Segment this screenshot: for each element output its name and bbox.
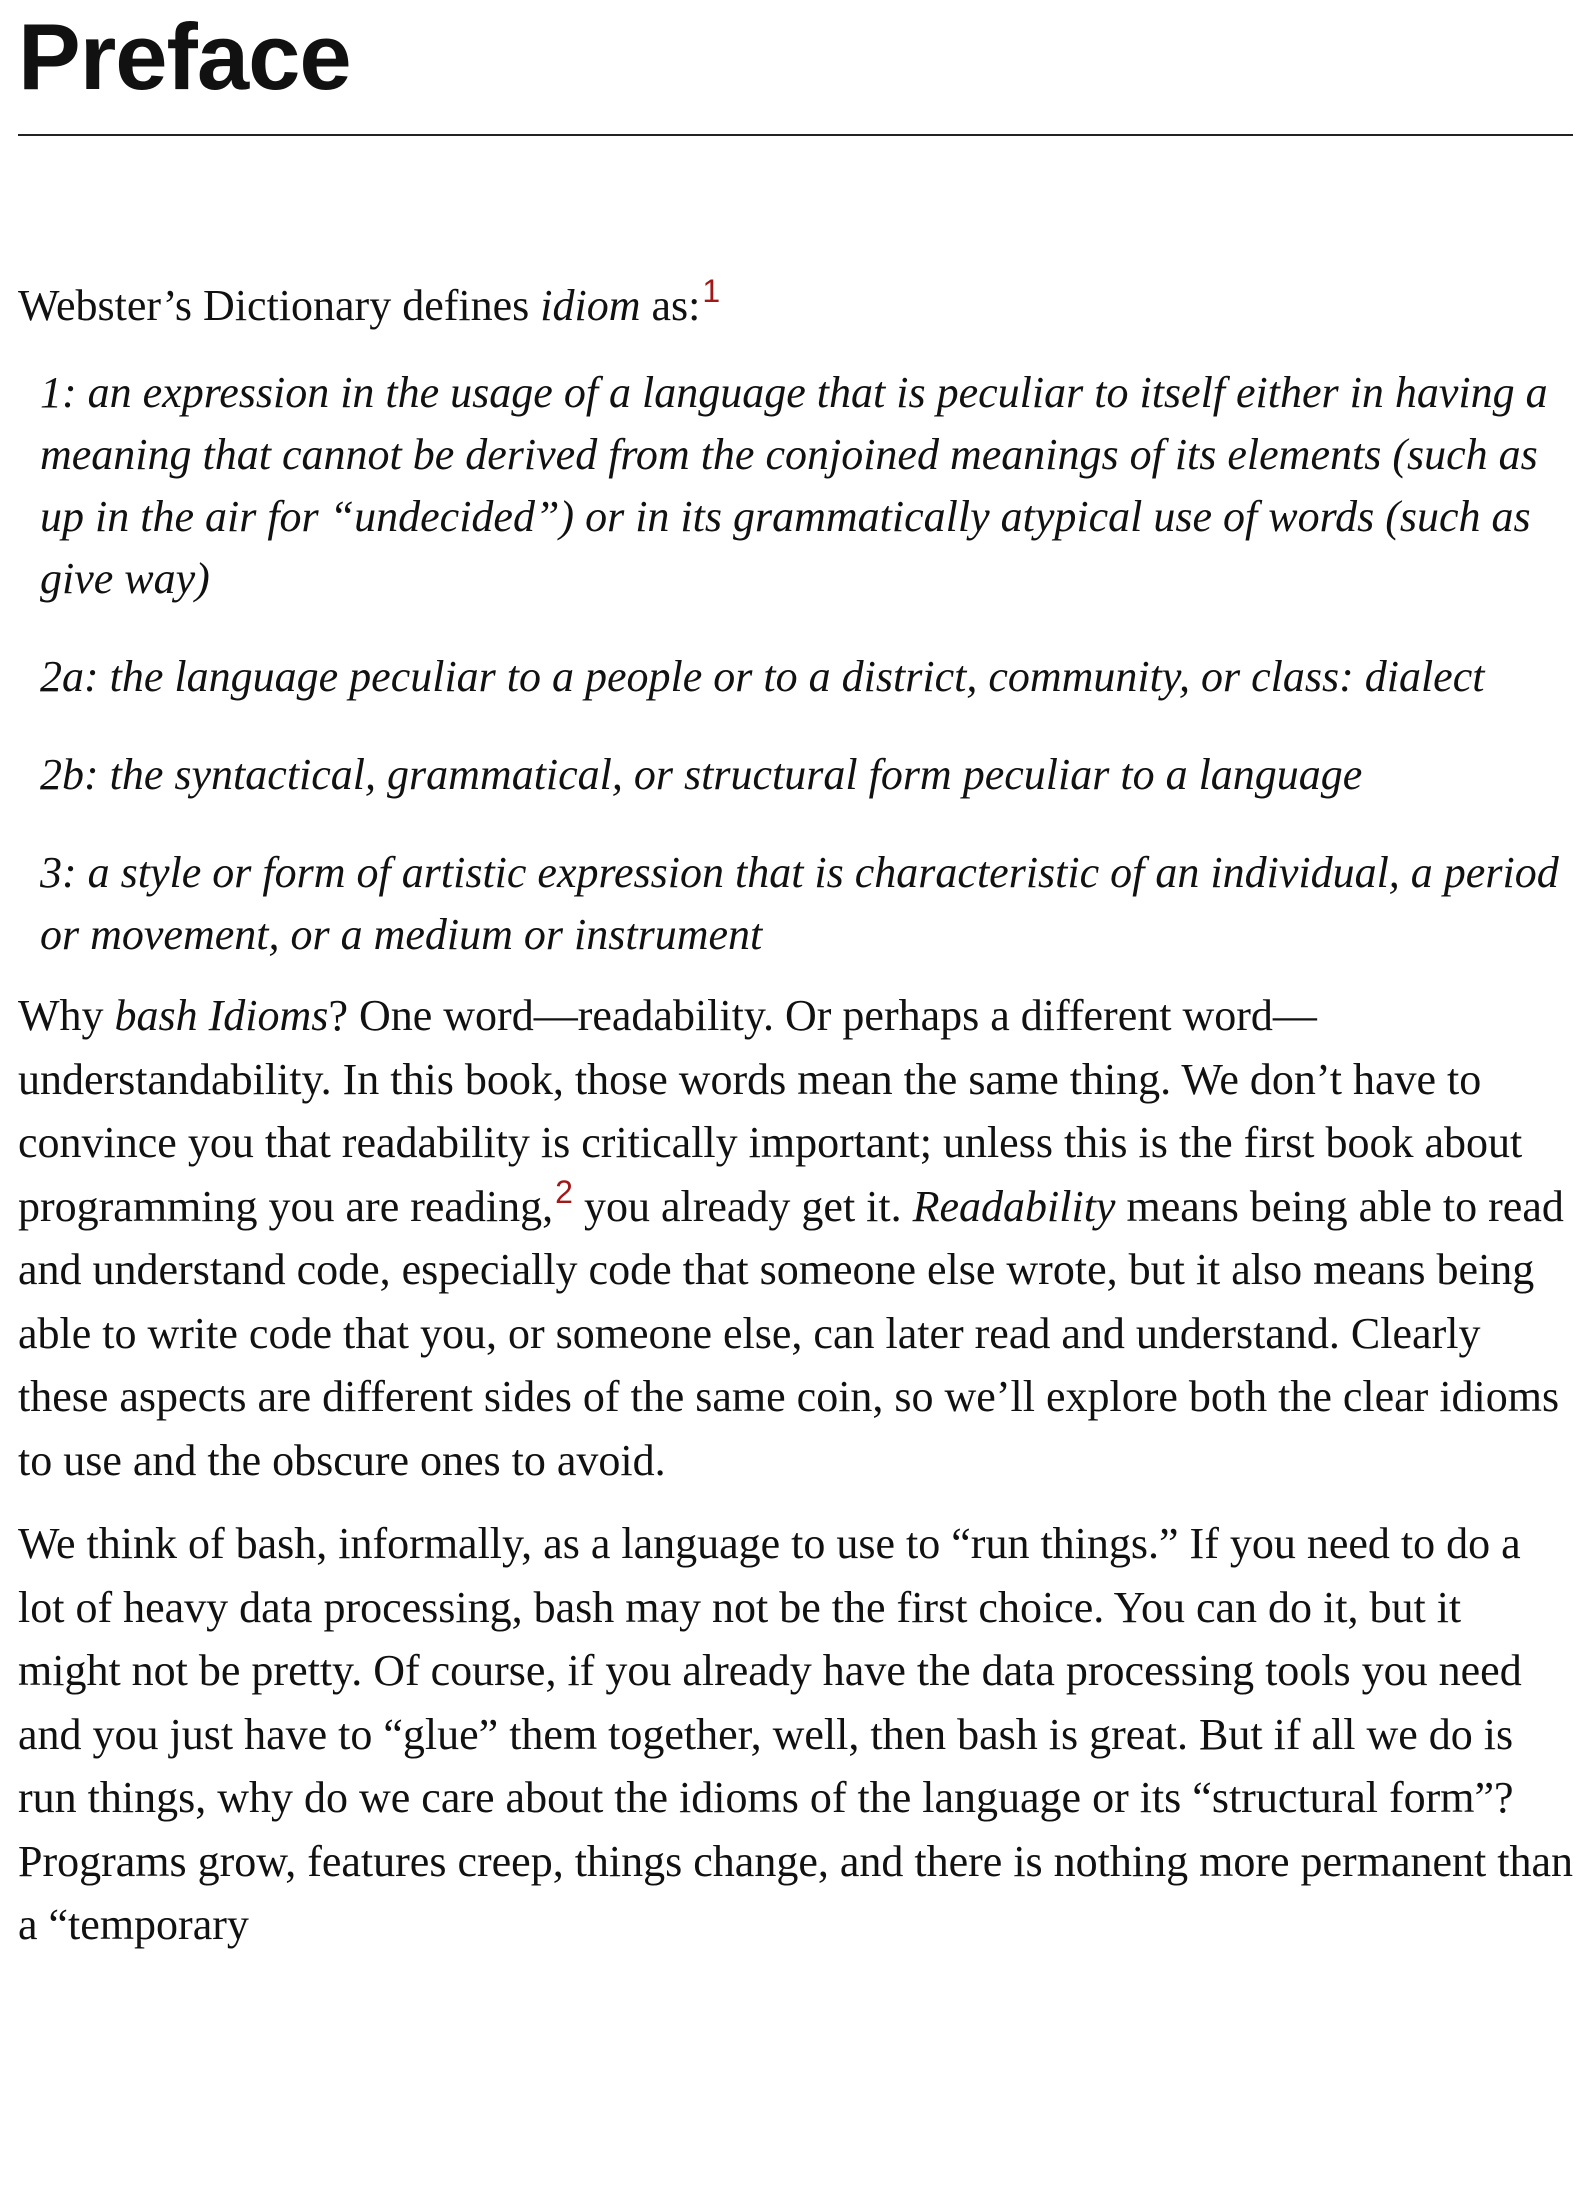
p1-text-d: you already get it. bbox=[572, 1181, 913, 1231]
definition-item: 2b: the syntactical, grammatical, or structural form peculiar to a language bbox=[40, 750, 1363, 799]
p1-text-c: ? One word—readability. Or perhaps a different word—understandability. In this book, those words mean the same thing. We don’t have to convince you that readability is critically important; unless this is the first book about programming you are reading, bbox=[18, 991, 1523, 1231]
body-paragraph-1 bbox=[18, 984, 1573, 1492]
p1-italic-book-title: bash Idioms bbox=[114, 991, 329, 1040]
p1-text-a: Why bbox=[18, 991, 115, 1040]
title-divider bbox=[18, 134, 1573, 136]
footnote-link-2[interactable]: 2 bbox=[555, 1173, 573, 1210]
intro-suffix: as: bbox=[640, 281, 701, 330]
definition-item: 2a: the language peculiar to a people or to a district, community, or class: dialect bbox=[40, 652, 1485, 701]
definition-item: 3: a style or form of artistic expression that is characteristic of an individual, a period or movement, or a medium or instrument bbox=[40, 848, 1559, 959]
definition-list bbox=[40, 362, 1573, 966]
footnote-link-1[interactable]: 1 bbox=[702, 273, 721, 310]
page-title: Preface bbox=[18, 4, 351, 109]
document-page bbox=[18, 0, 1573, 1957]
p1-italic-term: Readability bbox=[912, 1181, 1116, 1231]
intro-term: idiom bbox=[540, 281, 641, 330]
intro-paragraph bbox=[18, 273, 1573, 334]
p1-text-f: means being able to read and understand code, especially code that someone else wrote, but it also means being able to write code that you, or someone else, can later read and understand. Clearly these aspects are different sides of the same coin, so we’ll explore both the clear idioms to use and the obscure ones to avoid. bbox=[18, 1181, 1564, 1485]
definition-item: 1: an expression in the usage of a language that is peculiar to itself either in having a meaning that cannot be derived from the conjoined meanings of its elements (such as up in the air for “undecided”) or in its grammatically atypical use of words (such as give way) bbox=[40, 368, 1548, 603]
body-paragraph-2: We think of bash, informally, as a language to use to “run things.” If you need to do a lot of heavy data processing, bash may not be the first choice. You can do it, but it might not be pretty. Of course, if you already have the data processing tools you need and you just have to “glue” them together, well, then bash is great. But if all we do is run things, why do we care about the idioms of the language or its “structural form”? Programs grow, features creep, things change, and there is nothing more permanent than a “temporary bbox=[18, 1519, 1573, 1949]
intro-prefix: Webster’s Dictionary defines bbox=[18, 281, 541, 330]
